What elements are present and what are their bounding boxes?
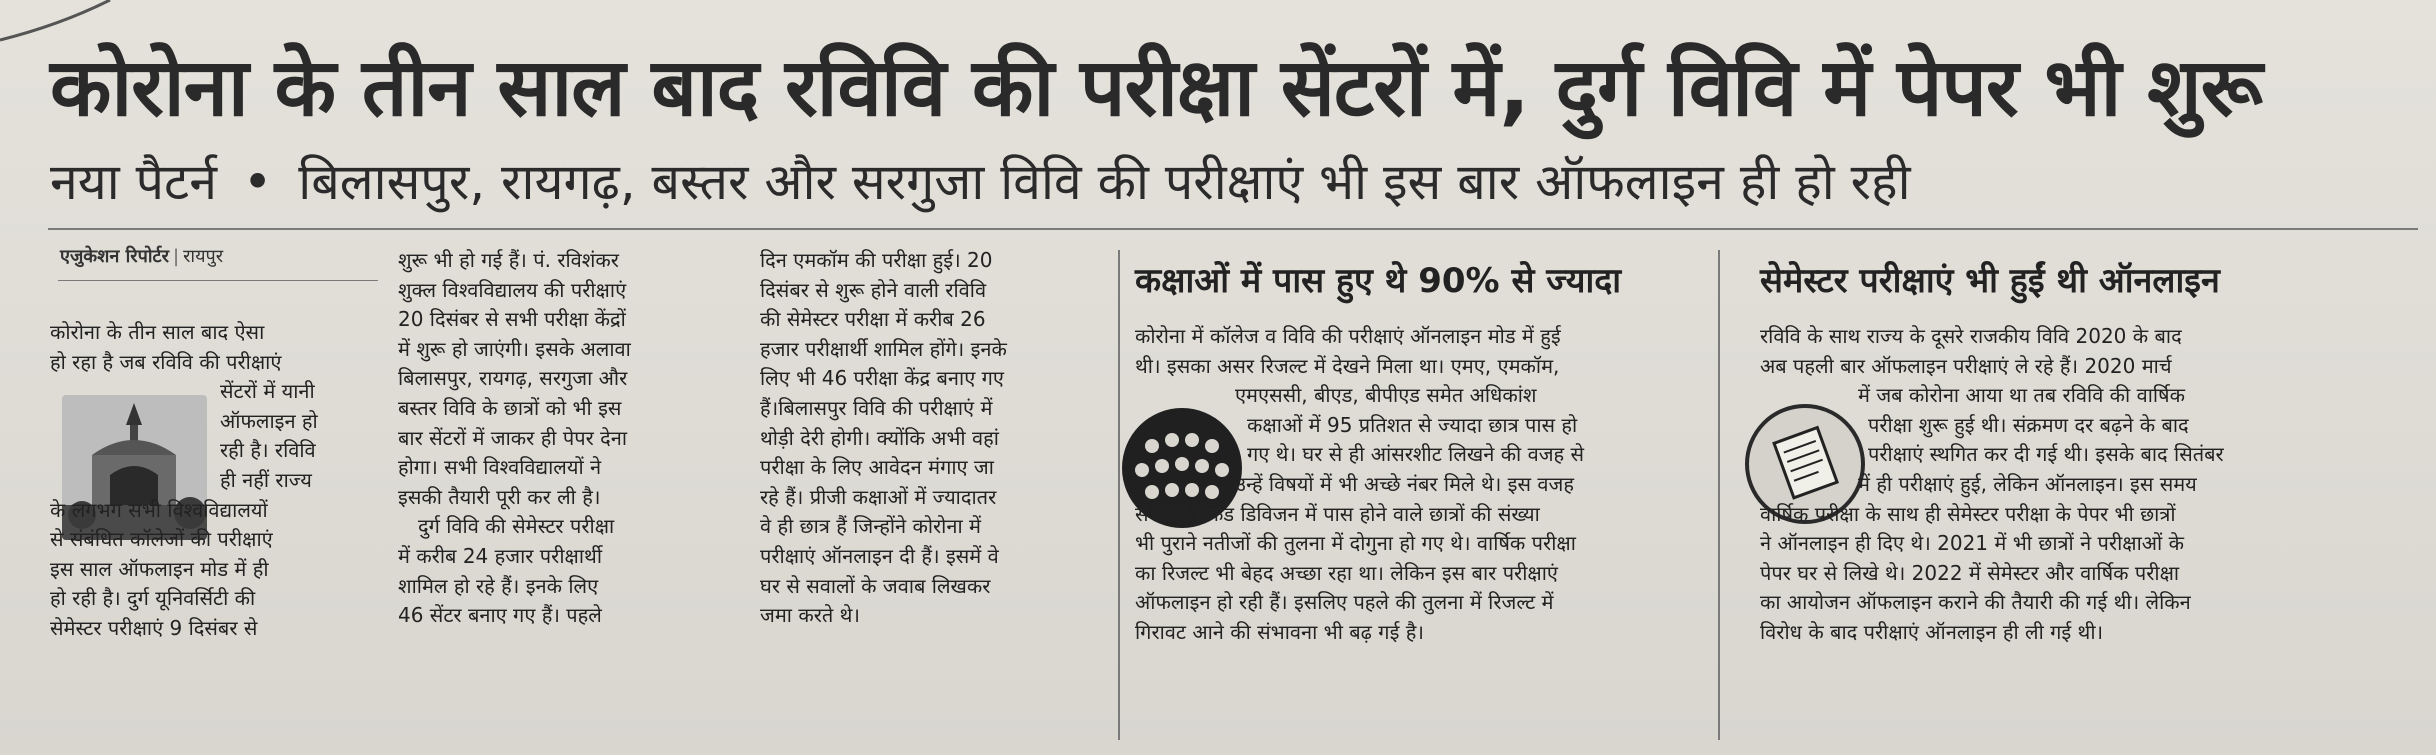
col1-line: के लगभग सभी विश्वविद्यालयों (50, 497, 268, 522)
col4-line: का रिजल्ट भी बेहद अच्छा रहा था। लेकिन इस बार परीक्षाएं (1135, 560, 1558, 585)
col3-line: हजार परीक्षार्थी शामिल होंगे। इनके (760, 336, 1007, 361)
subhead-text: बिलासपुर, रायगढ़, बस्तर और सरगुजा विवि की परीक्षाएं भी इस बार ऑफलाइन ही हो रही (298, 153, 1911, 211)
col2-line: में शुरू हो जाएंगी। इसके अलावा (398, 336, 631, 361)
col2-line: शुक्ल विश्वविद्यालय की परीक्षाएं (398, 277, 627, 302)
col4-line: ऑफलाइन हो रही हैं। इसलिए पहले की तुलना में रिजल्ट में (1135, 590, 1554, 615)
col4-line: एमएससी, बीएड, बीपीएड समेत अधिकांश (1235, 383, 1537, 408)
col4-line: उन्हें विषयों में भी अच्छे नंबर मिले थे। इस वजह (1235, 471, 1574, 496)
col1-line: ऑफलाइन हो (220, 408, 318, 433)
col1-line: कोरोना के तीन साल बाद ऐसा (50, 320, 265, 344)
col4-line: कोरोना में कॉलेज व विवि की परीक्षाएं ऑनलाइन मोड में हुई (1135, 324, 1561, 348)
article-column-4 (1135, 322, 1705, 648)
col4-line: थी। इसका असर रिजल्ट में देखने मिला था। एमए, एमकॉम, (1135, 353, 1560, 378)
col2-line: बार सेंटरों में जाकर ही पेपर देना (398, 425, 628, 450)
col5-line: ने ऑनलाइन ही दिए थे। 2021 में भी छात्रों ने परीक्षाओं के (1760, 531, 2184, 556)
col4-line: गए थे। घर से ही आंसरशीट लिखने की वजह से (1247, 442, 1585, 467)
col1-line: इस साल ऑफलाइन मोड में ही (50, 556, 269, 581)
col3-line: जमा करते थे। (760, 603, 860, 628)
col3-line: की सेमेस्टर परीक्षा में करीब 26 (760, 307, 986, 332)
col3-line: लिए भी 46 परीक्षा केंद्र बनाए गए (760, 366, 1004, 391)
col3-line: दिसंबर से शुरू होने वाली रविवि (760, 277, 987, 302)
col3-line: हैं।बिलासपुर विवि की परीक्षाएं में (760, 395, 993, 420)
article-column-3 (760, 246, 1105, 631)
col5-line: परीक्षा शुरू हुई थी। संक्रमण दर बढ़ने के बाद (1868, 412, 2189, 437)
col1-line: सेमेस्टर परीक्षाएं 9 दिसंबर से (50, 615, 258, 640)
col2-line: इसकी तैयारी पूरी कर ली है। (398, 484, 601, 509)
col5-line: पेपर घर से लिखे थे। 2022 में सेमेस्टर और वार्षिक परीक्षा (1760, 560, 2180, 585)
col2-line: में करीब 24 हजार परीक्षार्थी (398, 543, 602, 568)
col4-line: गिरावट आने की संभावना भी बढ़ गई है। (1135, 619, 1424, 644)
col5-line: में ही परीक्षाएं हुई, लेकिन ऑनलाइन। इस समय (1858, 471, 2197, 496)
subhead-label: नया पैटर्न (50, 153, 217, 211)
section-divider (48, 228, 2418, 230)
col3-line: थोड़ी देरी होगी। क्योंकि अभी वहां (760, 425, 999, 450)
col3-line: परीक्षाएं ऑनलाइन दी हैं। इसमें वे (760, 543, 999, 568)
col5-line: का आयोजन ऑफलाइन कराने की तैयारी की गई थी। लेकिन (1760, 590, 2191, 615)
col2-line: बिलासपुर, रायगढ़, सरगुजा और (398, 366, 628, 391)
column-divider (1718, 250, 1720, 740)
byline-city: रायपुर (183, 246, 224, 267)
col1-line: ही नहीं राज्य (220, 467, 312, 492)
article-column-2 (398, 246, 743, 631)
col2-line: बस्तर विवि के छात्रों को भी इस (398, 395, 622, 420)
col2-line: दुर्ग विवि की सेमेस्टर परीक्षा (418, 514, 615, 539)
section-heading-results: कक्षाओं में पास हुए थे 90% से ज्यादा (1135, 261, 1622, 301)
col2-line: 20 दिसंबर से सभी परीक्षा केंद्रों (398, 307, 626, 332)
col3-line: रहे हैं। प्रीजी कक्षाओं में ज्यादातर (760, 484, 997, 509)
article-column-5 (1760, 322, 2335, 648)
col2-line: 46 सेंटर बनाए गए हैं। पहले (398, 603, 602, 628)
col2-line: शुरू भी हो गई हैं। पं. रविशंकर (398, 248, 619, 272)
col2-line: होगा। सभी विश्वविद्यालयों ने (398, 455, 602, 480)
col5-line: वार्षिक परीक्षा के साथ ही सेमेस्टर परीक्षा के पेपर भी छात्रों (1760, 501, 2176, 526)
column-divider (1118, 250, 1120, 740)
byline (60, 244, 223, 268)
byline-underline (58, 280, 378, 281)
col3-line: परीक्षा के लिए आवेदन मंगाए जा (760, 455, 994, 480)
col5-line: रविवि के साथ राज्य के दूसरे राजकीय विवि 2020 के बाद (1760, 324, 2182, 348)
col5-line: परीक्षाएं स्थगित कर दी गई थी। इसके बाद सितंबर (1868, 442, 2224, 467)
col1-line: सेंटरों में यानी (220, 379, 315, 404)
col5-line: में जब कोरोना आया था तब रविवि की वार्षिक (1858, 383, 2185, 408)
col1-line: हो रहा है जब रविवि की परीक्षाएं (50, 349, 282, 374)
col1-line: से संबंधित कॉलेजों की परीक्षाएं (50, 527, 273, 552)
article-column-1 (50, 318, 380, 644)
headline: कोरोना के तीन साल बाद रविवि की परीक्षा सेंटरों में, दुर्ग विवि में पेपर भी शुरू (50, 41, 2262, 134)
subheadline (50, 150, 2420, 214)
section-heading-online-exams: सेमेस्टर परीक्षाएं भी हुईं थी ऑनलाइन (1760, 261, 2220, 301)
col5-line: विरोध के बाद परीक्षाएं ऑनलाइन ही ली गई थी। (1760, 619, 2104, 644)
col4-line: से फर्स्ट सेकेंड डिविजन में पास होने वाले छात्रों की संख्या (1135, 501, 1540, 526)
col3-line: वे ही छात्र हैं जिन्होंने कोरोना में (760, 514, 981, 539)
col1-line: हो रही है। दुर्ग यूनिवर्सिटी की (50, 586, 256, 611)
col3-line: दिन एमकॉम की परीक्षा हुई। 20 (760, 248, 993, 272)
col2-line: शामिल हो रहे हैं। इनके लिए (398, 573, 599, 598)
col4-line: कक्षाओं में 95 प्रतिशत से ज्यादा छात्र पास हो (1247, 412, 1578, 437)
subhead-bullet: • (242, 153, 273, 211)
col5-line: अब पहली बार ऑफलाइन परीक्षाएं ले रहे हैं। 2020 मार्च (1760, 353, 2172, 378)
col4-line: भी पुराने नतीजों की तुलना में दोगुना हो गए थे। वार्षिक परीक्षा (1135, 531, 1576, 556)
col1-line: रही है। रविवि (220, 438, 316, 463)
col3-line: घर से सवालों के जवाब लिखकर (760, 573, 991, 598)
byline-reporter: एजुकेशन रिपोर्टर (60, 246, 169, 267)
byline-separator: | (172, 246, 180, 267)
